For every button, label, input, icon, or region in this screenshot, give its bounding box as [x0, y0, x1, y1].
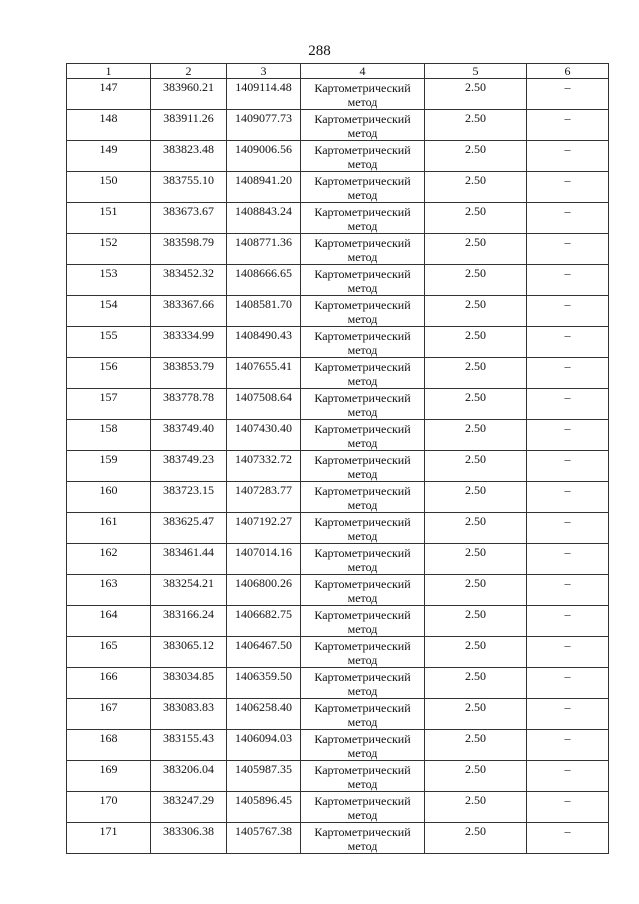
point-number-cell: 153	[67, 265, 151, 296]
y-coordinate-cell: 1406800.26	[227, 575, 301, 606]
table-row	[67, 420, 609, 451]
x-coordinate-cell: 383155.43	[151, 730, 227, 761]
note-cell: –	[527, 327, 609, 358]
method-line-2: метод	[347, 560, 378, 574]
x-coordinate-cell: 383034.85	[151, 668, 227, 699]
method-line-2: метод	[347, 653, 378, 667]
method-line-2: метод	[347, 374, 378, 388]
method-line-1: Картометрический	[314, 577, 411, 591]
x-coordinate-cell: 383334.99	[151, 327, 227, 358]
point-number-cell: 155	[67, 327, 151, 358]
point-number-cell: 159	[67, 451, 151, 482]
point-number-cell: 152	[67, 234, 151, 265]
x-coordinate-cell: 383247.29	[151, 792, 227, 823]
method-line-2: метод	[347, 436, 378, 450]
note-cell: –	[527, 203, 609, 234]
note-cell: –	[527, 451, 609, 482]
accuracy-cell: 2.50	[425, 451, 527, 482]
method-cell	[301, 637, 425, 668]
accuracy-cell: 2.50	[425, 513, 527, 544]
method-line-1: Картометрический	[314, 205, 411, 219]
point-number-cell: 156	[67, 358, 151, 389]
point-number-cell: 166	[67, 668, 151, 699]
accuracy-cell: 2.50	[425, 296, 527, 327]
method-cell	[301, 575, 425, 606]
method-cell	[301, 234, 425, 265]
table-row	[67, 513, 609, 544]
coordinates-table	[66, 63, 609, 854]
x-coordinate-cell: 383083.83	[151, 699, 227, 730]
method-line-1: Картометрический	[314, 329, 411, 343]
method-line-1: Картометрический	[314, 298, 411, 312]
x-coordinate-cell: 383749.23	[151, 451, 227, 482]
table-row	[67, 141, 609, 172]
table-row	[67, 389, 609, 420]
method-cell	[301, 110, 425, 141]
point-number-cell: 170	[67, 792, 151, 823]
point-number-cell: 147	[67, 79, 151, 110]
method-cell	[301, 761, 425, 792]
note-cell: –	[527, 296, 609, 327]
y-coordinate-cell: 1406682.75	[227, 606, 301, 637]
accuracy-cell: 2.50	[425, 482, 527, 513]
note-cell: –	[527, 761, 609, 792]
y-coordinate-cell: 1406359.50	[227, 668, 301, 699]
note-cell: –	[527, 110, 609, 141]
note-cell: –	[527, 141, 609, 172]
method-line-2: метод	[347, 250, 378, 264]
y-coordinate-cell: 1409006.56	[227, 141, 301, 172]
point-number-cell: 169	[67, 761, 151, 792]
accuracy-cell: 2.50	[425, 792, 527, 823]
page-number: 288	[308, 43, 331, 59]
x-coordinate-cell: 383166.24	[151, 606, 227, 637]
method-cell	[301, 265, 425, 296]
y-coordinate-cell: 1407430.40	[227, 420, 301, 451]
method-line-1: Картометрический	[314, 267, 411, 281]
method-cell	[301, 730, 425, 761]
point-number-cell: 157	[67, 389, 151, 420]
method-line-2: метод	[347, 343, 378, 357]
accuracy-cell: 2.50	[425, 606, 527, 637]
y-coordinate-cell: 1407283.77	[227, 482, 301, 513]
method-line-2: метод	[347, 591, 378, 605]
method-line-2: метод	[347, 777, 378, 791]
note-cell: –	[527, 637, 609, 668]
y-coordinate-cell: 1407508.64	[227, 389, 301, 420]
table-row	[67, 172, 609, 203]
y-coordinate-cell: 1409077.73	[227, 110, 301, 141]
table-row	[67, 761, 609, 792]
note-cell: –	[527, 265, 609, 296]
x-coordinate-cell: 383206.04	[151, 761, 227, 792]
accuracy-cell: 2.50	[425, 420, 527, 451]
y-coordinate-cell: 1408941.20	[227, 172, 301, 203]
table-row	[67, 234, 609, 265]
x-coordinate-cell: 383367.66	[151, 296, 227, 327]
y-coordinate-cell: 1408666.65	[227, 265, 301, 296]
method-line-2: метод	[347, 219, 378, 233]
table-row	[67, 327, 609, 358]
y-coordinate-cell: 1406467.50	[227, 637, 301, 668]
method-cell	[301, 389, 425, 420]
method-cell	[301, 296, 425, 327]
method-cell	[301, 606, 425, 637]
method-line-1: Картометрический	[314, 484, 411, 498]
note-cell: –	[527, 358, 609, 389]
table-row	[67, 482, 609, 513]
accuracy-cell: 2.50	[425, 327, 527, 358]
table-row	[67, 668, 609, 699]
method-line-1: Картометрический	[314, 391, 411, 405]
accuracy-cell: 2.50	[425, 668, 527, 699]
accuracy-cell: 2.50	[425, 110, 527, 141]
method-line-2: метод	[347, 157, 378, 171]
method-line-2: метод	[347, 312, 378, 326]
table-row	[67, 451, 609, 482]
method-cell	[301, 203, 425, 234]
accuracy-cell: 2.50	[425, 389, 527, 420]
note-cell: –	[527, 234, 609, 265]
table-row	[67, 79, 609, 110]
y-coordinate-cell: 1408490.43	[227, 327, 301, 358]
y-coordinate-cell: 1406094.03	[227, 730, 301, 761]
method-cell	[301, 699, 425, 730]
header-col-5: 5	[425, 64, 527, 79]
x-coordinate-cell: 383911.26	[151, 110, 227, 141]
accuracy-cell: 2.50	[425, 823, 527, 854]
method-line-1: Картометрический	[314, 515, 411, 529]
method-line-2: метод	[347, 498, 378, 512]
point-number-cell: 158	[67, 420, 151, 451]
method-cell	[301, 358, 425, 389]
method-line-1: Картометрический	[314, 360, 411, 374]
table-row	[67, 296, 609, 327]
header-col-4: 4	[301, 64, 425, 79]
method-line-1: Картометрический	[314, 763, 411, 777]
method-line-2: метод	[347, 529, 378, 543]
x-coordinate-cell: 383960.21	[151, 79, 227, 110]
y-coordinate-cell: 1406258.40	[227, 699, 301, 730]
method-line-2: метод	[347, 188, 378, 202]
method-line-2: метод	[347, 95, 378, 109]
method-line-1: Картометрический	[314, 639, 411, 653]
method-line-1: Картометрический	[314, 112, 411, 126]
accuracy-cell: 2.50	[425, 234, 527, 265]
header-col-1: 1	[67, 64, 151, 79]
note-cell: –	[527, 606, 609, 637]
x-coordinate-cell: 383749.40	[151, 420, 227, 451]
method-line-1: Картометрический	[314, 732, 411, 746]
table-row	[67, 730, 609, 761]
method-line-2: метод	[347, 746, 378, 760]
method-cell	[301, 668, 425, 699]
y-coordinate-cell: 1407192.27	[227, 513, 301, 544]
accuracy-cell: 2.50	[425, 172, 527, 203]
method-cell	[301, 544, 425, 575]
x-coordinate-cell: 383778.78	[151, 389, 227, 420]
method-line-1: Картометрический	[314, 174, 411, 188]
x-coordinate-cell: 383306.38	[151, 823, 227, 854]
method-line-1: Картометрический	[314, 236, 411, 250]
note-cell: –	[527, 513, 609, 544]
table-row	[67, 699, 609, 730]
table-row	[67, 792, 609, 823]
y-coordinate-cell: 1408581.70	[227, 296, 301, 327]
accuracy-cell: 2.50	[425, 203, 527, 234]
point-number-cell: 171	[67, 823, 151, 854]
table-row	[67, 637, 609, 668]
method-cell	[301, 792, 425, 823]
accuracy-cell: 2.50	[425, 575, 527, 606]
method-line-2: метод	[347, 126, 378, 140]
table-row	[67, 203, 609, 234]
method-line-2: метод	[347, 281, 378, 295]
x-coordinate-cell: 383461.44	[151, 544, 227, 575]
method-cell	[301, 513, 425, 544]
method-line-1: Картометрический	[314, 546, 411, 560]
accuracy-cell: 2.50	[425, 699, 527, 730]
x-coordinate-cell: 383853.79	[151, 358, 227, 389]
point-number-cell: 151	[67, 203, 151, 234]
point-number-cell: 163	[67, 575, 151, 606]
note-cell: –	[527, 544, 609, 575]
point-number-cell: 167	[67, 699, 151, 730]
y-coordinate-cell: 1407014.16	[227, 544, 301, 575]
method-line-1: Картометрический	[314, 608, 411, 622]
y-coordinate-cell: 1405987.35	[227, 761, 301, 792]
note-cell: –	[527, 668, 609, 699]
x-coordinate-cell: 383755.10	[151, 172, 227, 203]
table-row	[67, 606, 609, 637]
method-line-1: Картометрический	[314, 825, 411, 839]
method-line-1: Картометрический	[314, 670, 411, 684]
point-number-cell: 162	[67, 544, 151, 575]
note-cell: –	[527, 699, 609, 730]
y-coordinate-cell: 1408771.36	[227, 234, 301, 265]
method-cell	[301, 172, 425, 203]
method-line-2: метод	[347, 684, 378, 698]
point-number-cell: 154	[67, 296, 151, 327]
x-coordinate-cell: 383625.47	[151, 513, 227, 544]
table-header-row	[67, 64, 609, 79]
method-cell	[301, 327, 425, 358]
table-row	[67, 358, 609, 389]
point-number-cell: 165	[67, 637, 151, 668]
method-line-1: Картометрический	[314, 453, 411, 467]
y-coordinate-cell: 1407655.41	[227, 358, 301, 389]
header-col-2: 2	[151, 64, 227, 79]
table-body	[67, 79, 609, 854]
note-cell: –	[527, 792, 609, 823]
note-cell: –	[527, 420, 609, 451]
method-cell	[301, 141, 425, 172]
method-line-2: метод	[347, 622, 378, 636]
accuracy-cell: 2.50	[425, 544, 527, 575]
method-cell	[301, 451, 425, 482]
note-cell: –	[527, 79, 609, 110]
method-line-1: Картометрический	[314, 81, 411, 95]
method-line-1: Картометрический	[314, 794, 411, 808]
point-number-cell: 149	[67, 141, 151, 172]
note-cell: –	[527, 389, 609, 420]
x-coordinate-cell: 383598.79	[151, 234, 227, 265]
accuracy-cell: 2.50	[425, 637, 527, 668]
accuracy-cell: 2.50	[425, 358, 527, 389]
note-cell: –	[527, 823, 609, 854]
y-coordinate-cell: 1409114.48	[227, 79, 301, 110]
point-number-cell: 150	[67, 172, 151, 203]
method-cell	[301, 79, 425, 110]
point-number-cell: 148	[67, 110, 151, 141]
y-coordinate-cell: 1408843.24	[227, 203, 301, 234]
table-row	[67, 575, 609, 606]
accuracy-cell: 2.50	[425, 730, 527, 761]
method-line-2: метод	[347, 715, 378, 729]
header-col-6: 6	[527, 64, 609, 79]
note-cell: –	[527, 730, 609, 761]
method-line-2: метод	[347, 405, 378, 419]
x-coordinate-cell: 383723.15	[151, 482, 227, 513]
accuracy-cell: 2.50	[425, 265, 527, 296]
method-line-1: Картометрический	[314, 701, 411, 715]
method-line-2: метод	[347, 467, 378, 481]
x-coordinate-cell: 383673.67	[151, 203, 227, 234]
y-coordinate-cell: 1407332.72	[227, 451, 301, 482]
method-line-2: метод	[347, 808, 378, 822]
table-row	[67, 265, 609, 296]
method-cell	[301, 420, 425, 451]
accuracy-cell: 2.50	[425, 761, 527, 792]
method-line-1: Картометрический	[314, 143, 411, 157]
accuracy-cell: 2.50	[425, 79, 527, 110]
accuracy-cell: 2.50	[425, 141, 527, 172]
point-number-cell: 164	[67, 606, 151, 637]
x-coordinate-cell: 383254.21	[151, 575, 227, 606]
table-row	[67, 544, 609, 575]
note-cell: –	[527, 482, 609, 513]
x-coordinate-cell: 383065.12	[151, 637, 227, 668]
method-line-1: Картометрический	[314, 422, 411, 436]
y-coordinate-cell: 1405767.38	[227, 823, 301, 854]
y-coordinate-cell: 1405896.45	[227, 792, 301, 823]
table-row	[67, 823, 609, 854]
x-coordinate-cell: 383823.48	[151, 141, 227, 172]
x-coordinate-cell: 383452.32	[151, 265, 227, 296]
method-cell	[301, 823, 425, 854]
table-row	[67, 110, 609, 141]
method-cell	[301, 482, 425, 513]
note-cell: –	[527, 172, 609, 203]
point-number-cell: 160	[67, 482, 151, 513]
note-cell: –	[527, 575, 609, 606]
method-line-2: метод	[347, 839, 378, 853]
point-number-cell: 161	[67, 513, 151, 544]
header-col-3: 3	[227, 64, 301, 79]
point-number-cell: 168	[67, 730, 151, 761]
